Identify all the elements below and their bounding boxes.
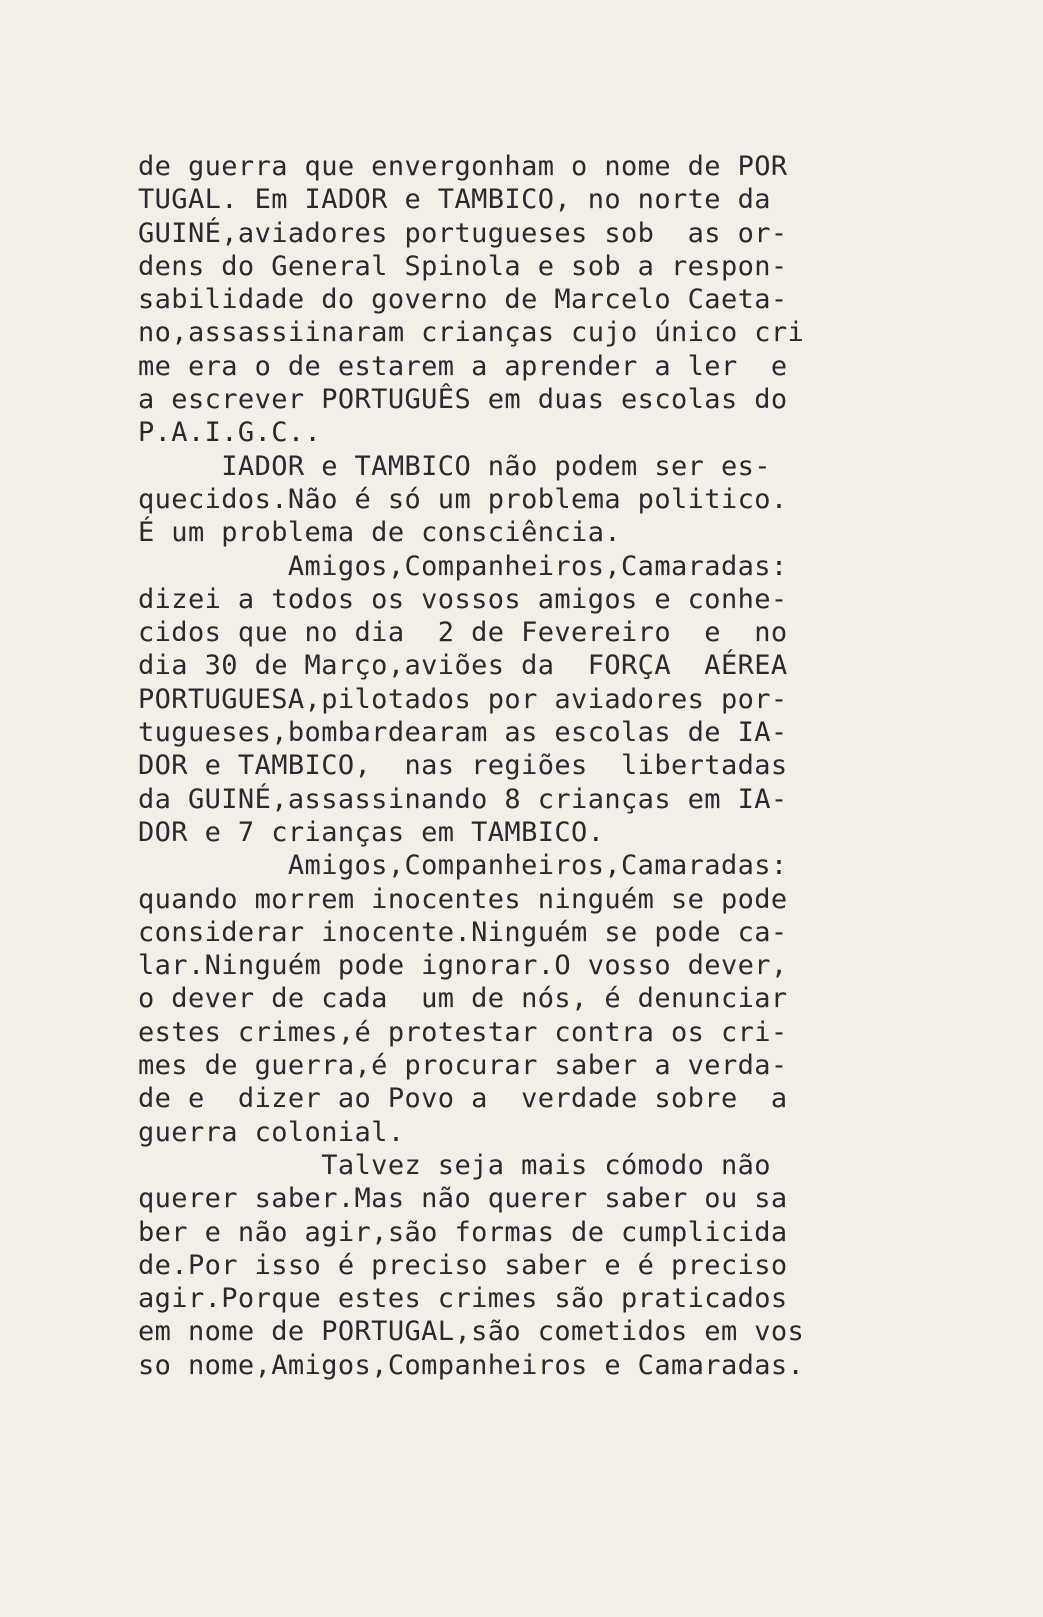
text-line: dizei a todos os vossos amigos e conhe- xyxy=(138,583,788,615)
text-line: de guerra que envergonham o nome de POR xyxy=(138,151,788,182)
text-line: GUINÉ,aviadores portugueses sob as or- xyxy=(138,217,788,249)
text-line: quando morrem inocentes ninguém se pode xyxy=(138,883,788,915)
text-line: DOR e 7 crianças em TAMBICO. xyxy=(138,816,605,848)
text-line: da GUINÉ,assassinando 8 crianças em IA- xyxy=(138,783,788,815)
text-line: DOR e TAMBICO, nas regiões libertadas xyxy=(138,750,788,782)
text-line: quecidos.Não é só um problema politico. xyxy=(138,483,788,515)
text-line: de.Por isso é preciso saber e é preciso xyxy=(138,1249,788,1281)
text-line: no,assassiinaram crianças cujo único cri xyxy=(138,317,805,349)
text-line: dia 30 de Março,aviões da FORÇA AÉREA xyxy=(138,650,788,682)
text-line: ber e não agir,são formas de cumplicida xyxy=(138,1216,788,1248)
text-line: Amigos,Companheiros,Camaradas: xyxy=(138,850,788,882)
text-line: o dever de cada um de nós, é denunciar xyxy=(138,983,788,1015)
text-line: É um problema de consciência. xyxy=(138,517,622,549)
text-line: so nome,Amigos,Companheiros e Camaradas. xyxy=(138,1349,805,1381)
text-line: TUGAL. Em IADOR e TAMBICO, no norte da xyxy=(138,184,771,216)
text-line: em nome de PORTUGAL,são cometidos em vos xyxy=(138,1316,805,1348)
text-line: Amigos,Companheiros,Camaradas: xyxy=(138,550,788,582)
text-line: me era o de estarem a aprender a ler e xyxy=(138,350,788,382)
text-line: P.A.I.G.C.. xyxy=(138,417,322,449)
text-line: a escrever PORTUGUÊS em duas escolas do xyxy=(138,384,788,416)
text-line: PORTUGUESA,pilotados por aviadores por- xyxy=(138,683,788,715)
text-line: tugueses,bombardearam as escolas de IA- xyxy=(138,717,788,749)
text-line: querer saber.Mas não querer saber ou sa xyxy=(138,1183,788,1215)
text-line: guerra colonial. xyxy=(138,1116,405,1148)
text-line: considerar inocente.Ninguém se pode ca- xyxy=(138,916,788,948)
text-line: agir.Porque estes crimes são praticados xyxy=(138,1283,788,1315)
text-line: sabilidade do governo de Marcelo Caeta- xyxy=(138,284,788,316)
text-line: IADOR e TAMBICO não podem ser es- xyxy=(138,450,771,482)
text-line: estes crimes,é protestar contra os cri- xyxy=(138,1016,788,1048)
text-line: Talvez seja mais cómodo não xyxy=(138,1149,771,1181)
text-line: lar.Ninguém pode ignorar.O vosso dever, xyxy=(138,950,788,982)
typewritten-text xyxy=(138,150,938,1382)
text-line: dens do General Spinola e sob a respon- xyxy=(138,250,788,282)
text-line: de e dizer ao Povo a verdade sobre a xyxy=(138,1083,788,1115)
text-line: mes de guerra,é procurar saber a verda- xyxy=(138,1050,788,1082)
text-line: cidos que no dia 2 de Fevereiro e no xyxy=(138,617,788,649)
